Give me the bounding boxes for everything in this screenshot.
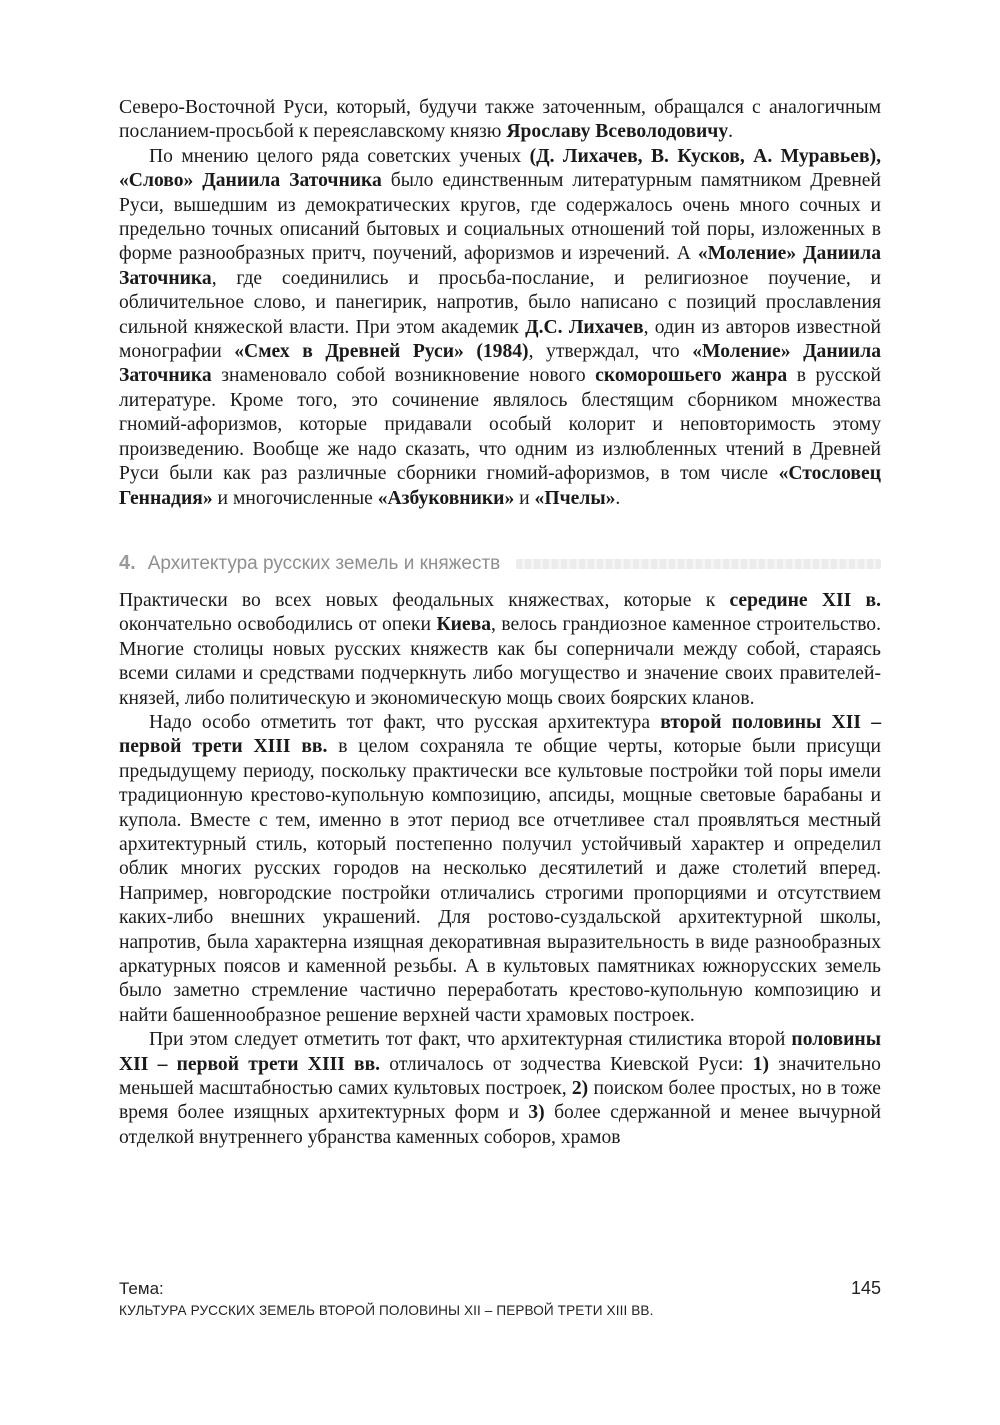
bold-text: «Азбуковники» [377,487,515,509]
text-run: , утверждал, что [528,341,693,363]
bold-text: второй половины XII – первой трети XIII вв. [119,711,881,758]
bold-text: «Пчелы» [534,487,616,509]
text-run: . [615,487,621,509]
text-run: значительно меньшей масштабностью самих культовых построек, [119,1053,881,1100]
text-run: , один из авторов известной монографии [119,316,881,363]
footer-topic-title: КУЛЬТУРА РУССКИХ ЗЕМЕЛЬ ВТОРОЙ ПОЛОВИНЫ XII – ПЕРВОЙ ТРЕТИ XIII ВВ. [119,1303,654,1318]
text-run: Северо-Восточной Руси, который, будучи также заточенным, обращался с аналогичным посланием-просьбой к переяславскому князю [119,97,881,143]
section-title: Архитектура русских земель и княжеств [147,552,501,574]
text-run: , велось грандиозное каменное строительство. Многие столицы новых русских княжеств как бы соперничали между собой, стараясь всеми силами и средствами подчеркнуть либо могущество и значение своих правителей-князей, либо политическую и экономическую мощь своих боярских кланов. [119,614,882,709]
text-run: в целом сохраняла те общие черты, которые были присущи предыдущему периоду, поскольку практически все культовые постройки той поры имели традиционную крестово-купольную композицию, апсиды, мощные световые барабаны и купола. Вместе с тем, именно в этот период все отчетливее стал проявляться местный архитектурный стиль, который постепенно получил устойчивый характер и определил облик многих русских городов на несколько десятилетий и даже столетий вперед. Например, новгородские постройки отличались строгими пропорциями и отсутствием каких-либо внешних украшений. Для ростово-суздальской архитектурной школы, напротив, была характерна изящная декоративная выразительность в виде разнообразных аркатурных поясов и каменной резьбы. А в культовых памятниках южнорусских земель было заметно стремление частично переработать крестово-купольную композицию и найти башеннообразное решение верхней части храмовых построек. [119,736,881,1026]
text-run: в русской литературе. Кроме того, это сочинение являлось блестящим сборником множества гномий-афоризмов, которые придавали особый колорит и неповторимость этому произведению. Вообще же надо сказать, что одним из излюбленных чтений в Древней Руси были как раз различные сборники гномий-афоризмов, в том числе [119,365,881,485]
paragraph [119,96,881,145]
bold-text: Ярославу Всеволодовичу [506,121,729,143]
page-number: 145 [850,1278,881,1298]
text-run: Практически во всех новых феодальных княжествах, которые к [119,589,730,611]
bold-text: 3) [528,1102,545,1124]
bold-text: середине XII в. [729,589,881,611]
text-run: и [514,487,535,509]
text-run: . [728,121,734,143]
bold-text: скоморошьего жанра [595,365,788,387]
text-run: , где соединились и просьба-послание, и религиозное поучение, и обличительное слово, и панегирик, напротив, было написано с позиций прославления сильной княжеской власти. При этом академик [119,267,881,338]
section-number: 4. [119,552,136,575]
text-run: было единственным литературным памятником Древней Руси, вышедшим из демократических кругов, где содержалось очень много сочных и предельно точных описаний бытовых и социальных отношений той поры, изложенных в форме разнообразных притч, поучений, афоризмов и изречений. А [119,170,881,265]
paragraph [119,145,881,511]
paragraph [119,1028,881,1150]
text-block-bottom [119,589,881,1150]
bold-text: 2) [571,1078,589,1100]
page-footer [119,1278,881,1318]
bold-text: (Д. Лихачев, В. Кусков, А. Муравьев), «Слово» Даниила Заточника [119,145,881,192]
section-heading-rule [516,559,881,569]
text-run: По мнению целого ряда советских ученых [149,145,530,167]
bold-text: Д.С. Лихачев [525,316,644,338]
bold-text: «Моление» Даниила Заточника [119,341,882,387]
bold-text: Киева [436,614,492,636]
text-run: отличалось от зодчества Киевской Руси: [380,1053,753,1075]
text-run: Надо особо отметить тот факт, что русская архитектура [149,711,661,733]
bold-text: 1) [752,1053,770,1075]
text-run: окончательно освободились от опеки [119,614,437,636]
page-body [119,96,881,1150]
text-block-top [119,96,881,511]
text-run: более сдержанной и менее вычурной отделкой внутреннего убранства каменных соборов, храмов [119,1102,881,1148]
footer-topic-label: Тема: [119,1279,164,1298]
paragraph [119,711,881,1028]
bold-text: «Стословец Геннадия» [119,463,881,509]
bold-text: половины XII – первой трети XIII вв. [119,1029,881,1075]
text-run: поиском более простых, но в тоже время более изящных архитектурных форм и [119,1078,881,1124]
text-run: и многочисленные [212,487,378,509]
bold-text: «Моление» Даниила Заточника [119,243,882,289]
section-heading [119,551,881,577]
text-run: При этом следует отметить тот факт, что архитектурная стилистика второй [149,1029,792,1051]
paragraph [119,589,881,711]
bold-text: «Смех в Древней Руси» (1984) [234,341,529,363]
text-run: знаменовало собой возникновение нового [211,365,596,387]
